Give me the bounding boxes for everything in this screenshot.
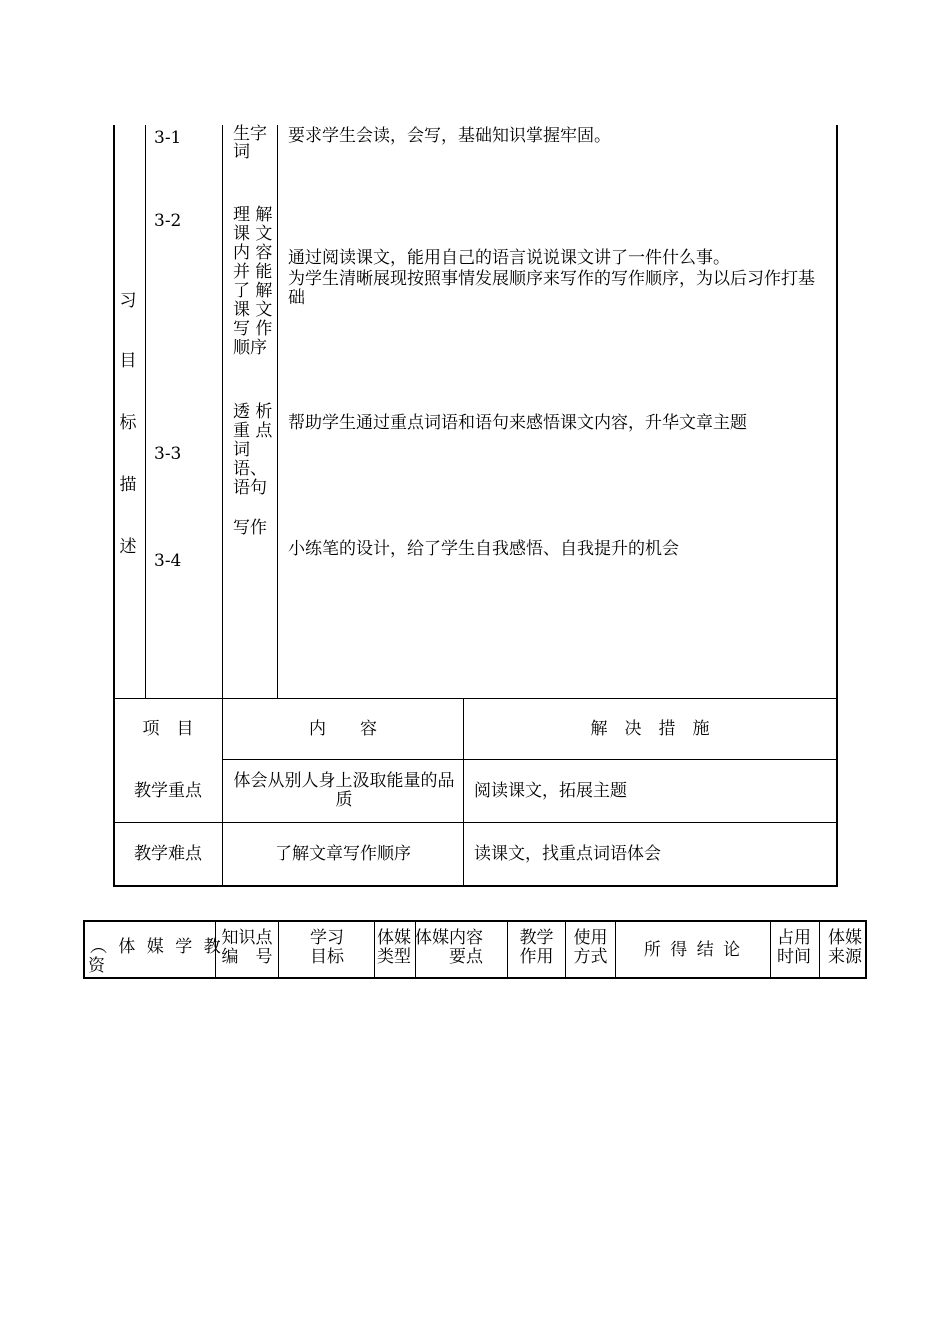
difficulty-measure: 读课文，找重点词语体会	[474, 844, 661, 864]
media-header-4: 体媒 类型	[377, 928, 411, 967]
objective-code: 3-4	[154, 551, 182, 571]
key-point-label: 教学重点	[134, 781, 202, 801]
difficulty-label: 教学难点	[134, 844, 202, 864]
key-point-measure: 阅读课文，拓展主题	[474, 781, 627, 801]
objective-point: 理 解 课 文 内 容 并 能 了 解 课 文 写 作 顺序	[233, 205, 273, 358]
media-header-3: 学习 目标	[310, 928, 344, 967]
objective-point: 写作	[233, 518, 267, 538]
side-label-1: 习	[119, 291, 137, 311]
objective-desc: 通过阅读课文，能用自己的语言说说课文讲了一件什么事。	[288, 248, 730, 268]
side-label-4: 描	[119, 475, 137, 495]
media-header-8: 所 得 结 论	[643, 940, 743, 960]
media-header-9: 占用 时间	[777, 928, 811, 967]
media-header-5: 体媒内容 要点	[415, 928, 483, 967]
objective-desc: 为学生清晰展现按照事情发展顺序来写作的写作顺序，为以后习作打基础	[288, 269, 815, 308]
side-label-5: 述	[119, 537, 137, 557]
side-label-3: 标	[119, 413, 137, 433]
media-header-1: ︵ 体 媒 学 教	[90, 937, 224, 957]
key-point-content: 体会从别人身上汲取能量的品质	[233, 771, 455, 810]
media-header-1-sub: 资	[88, 956, 105, 976]
header-item: 项 目	[142, 719, 194, 739]
objective-code: 3-1	[154, 128, 182, 148]
side-label-2: 目	[119, 351, 137, 371]
media-header-7: 使用 方式	[573, 928, 608, 967]
media-header-6: 教学 作用	[519, 928, 554, 967]
header-content: 内 容	[309, 719, 377, 739]
objective-desc: 要求学生会读，会写，基础知识掌握牢固。	[288, 126, 611, 146]
header-measure: 解 决 措 施	[590, 719, 710, 739]
objective-code: 3-2	[154, 211, 182, 231]
objective-code: 3-3	[154, 444, 182, 464]
media-header-10: 体媒 来源	[828, 928, 862, 967]
difficulty-content: 了解文章写作顺序	[275, 844, 411, 864]
objective-desc: 帮助学生通过重点词语和语句来感悟课文内容，升华文章主题	[288, 413, 747, 433]
objective-point: 生字 词	[233, 124, 267, 162]
objective-desc: 小练笔的设计，给了学生自我感悟、自我提升的机会	[288, 539, 679, 559]
objective-point: 透 析 重 点 词 语、 语句	[233, 402, 273, 498]
media-header-2: 知识点 编 号	[221, 928, 273, 967]
